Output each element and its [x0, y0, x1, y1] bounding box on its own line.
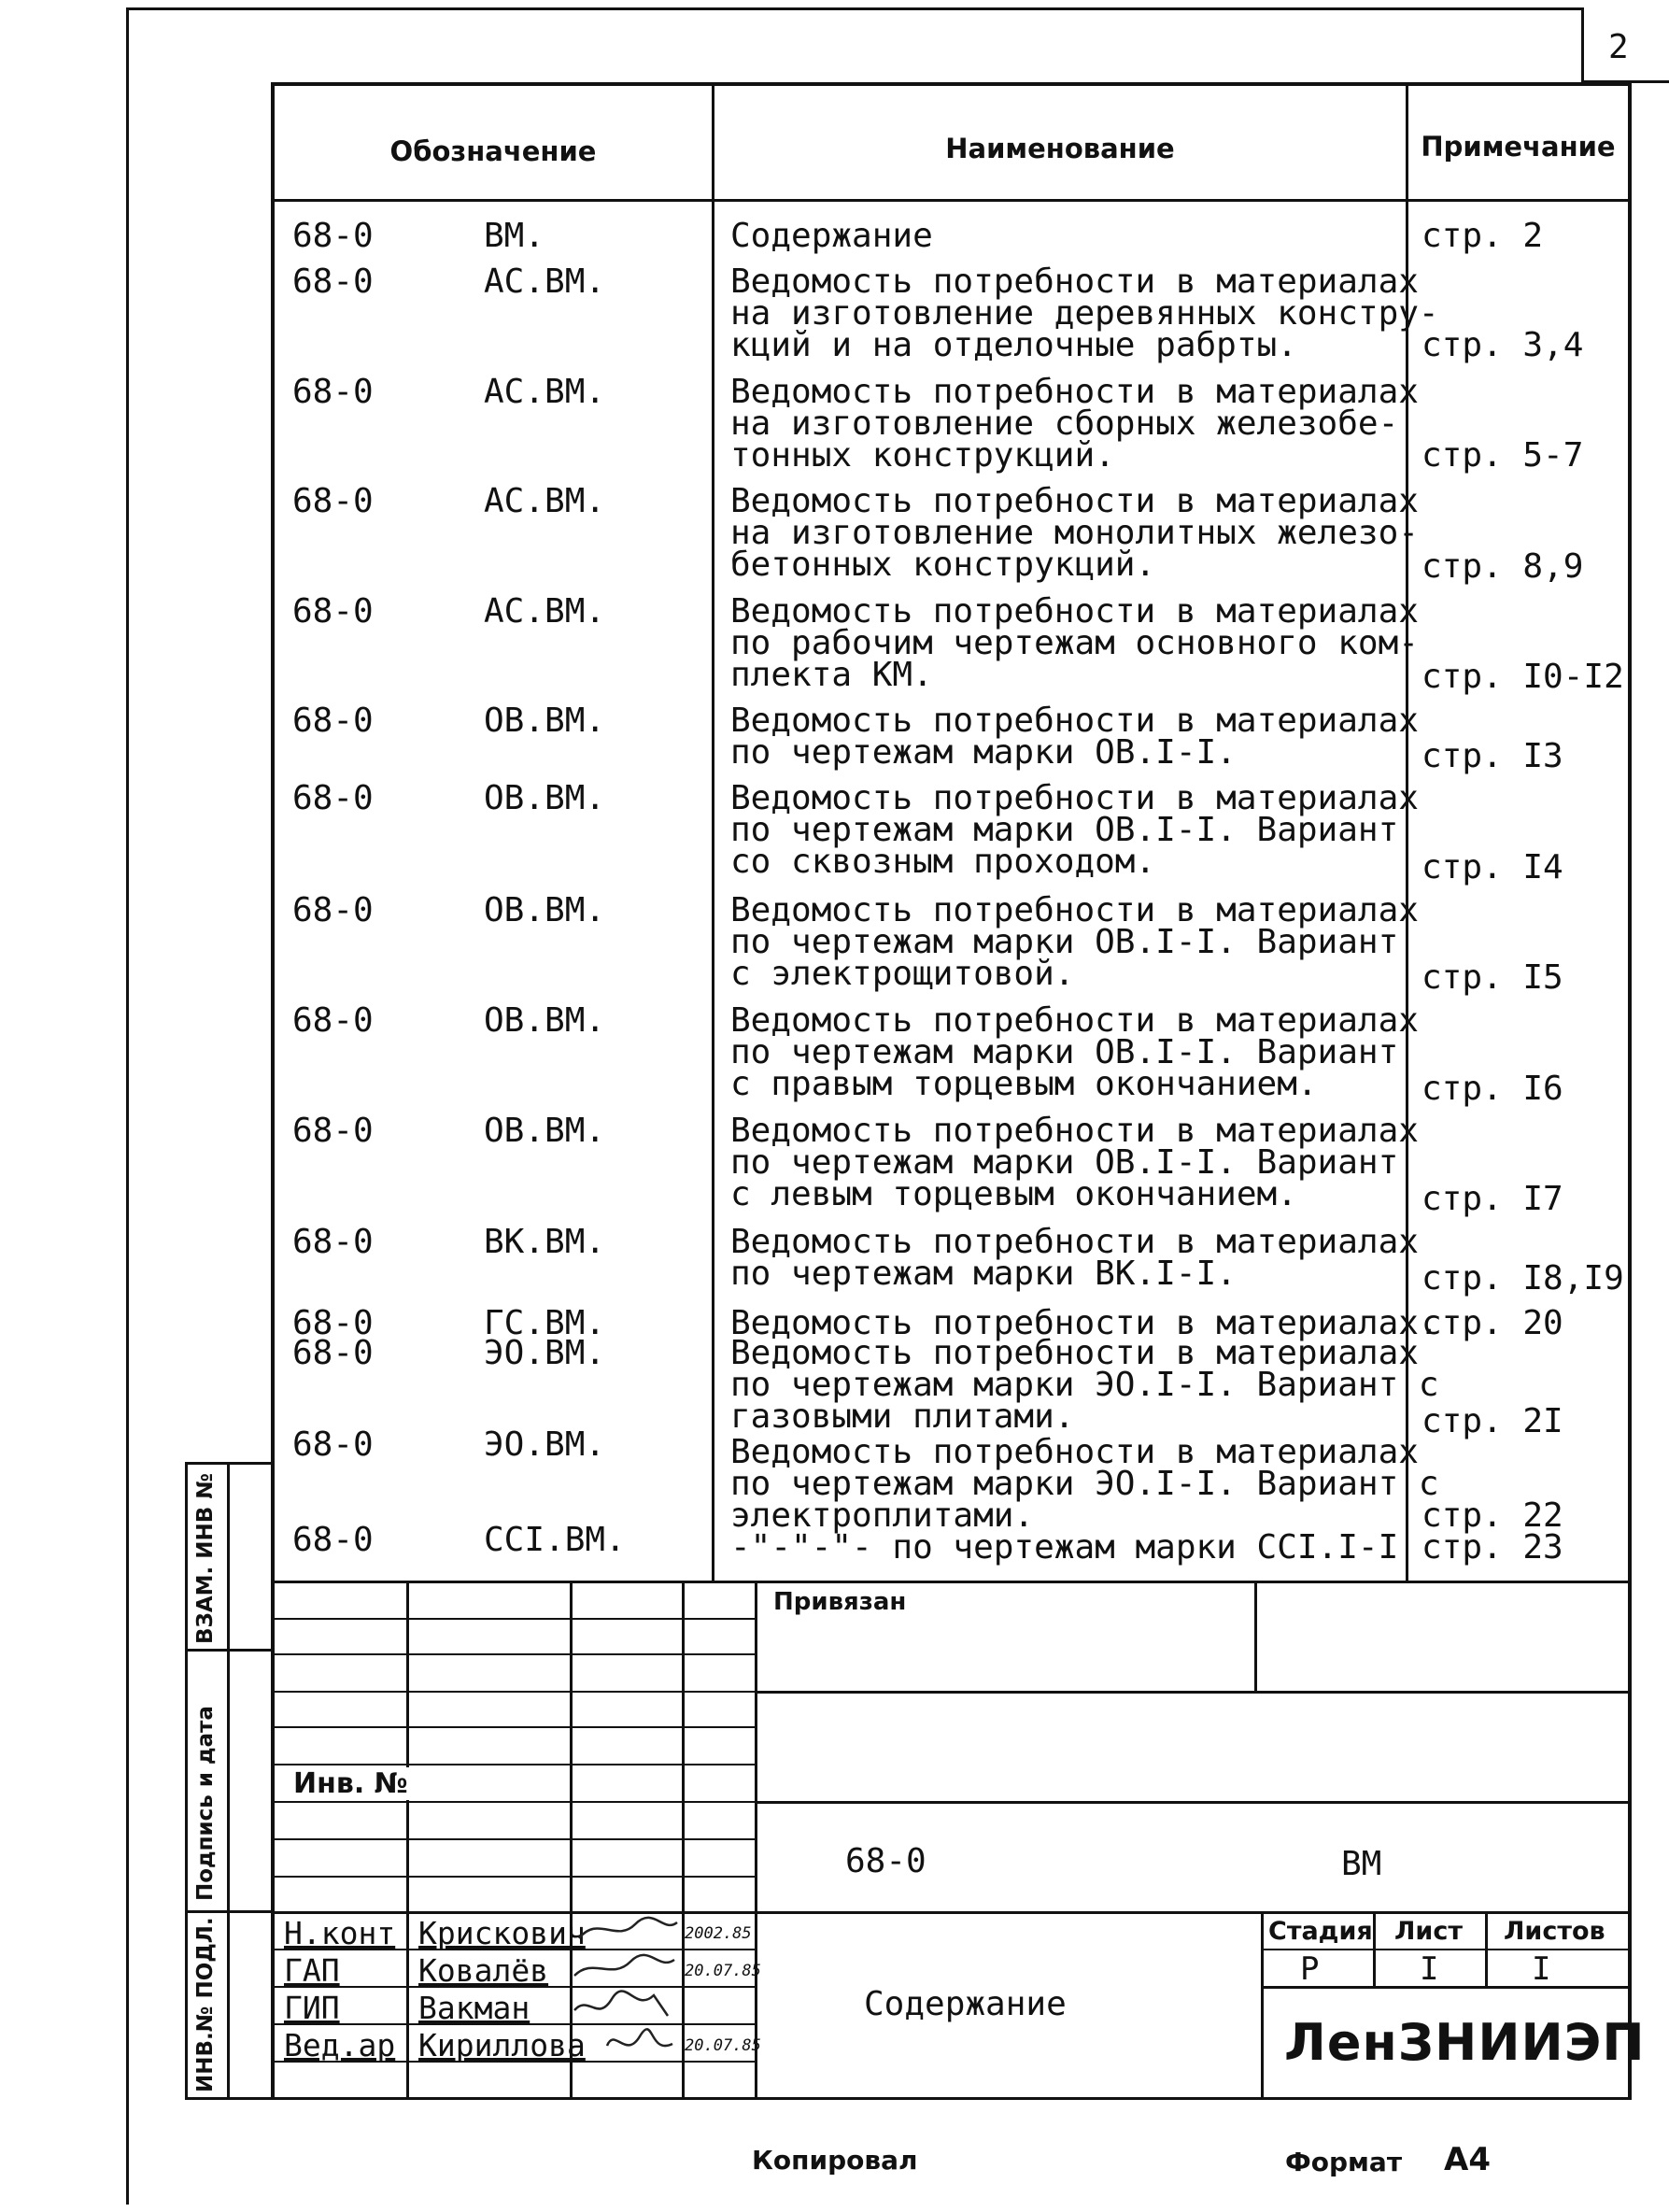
- row-name: Ведомость потребности в материалах по чертежам марки ЭО.I-I. Вариант с газовыми плитами.: [730, 1334, 1439, 1436]
- signature-person: Кириллова: [418, 2027, 586, 2063]
- row-note: стр. I6: [1421, 1070, 1563, 1108]
- row-name: Ведомость потребности в материалах по чертежам марки ОВ.I-I. Вариант со сквозным проходом.: [730, 779, 1419, 881]
- row-code: 68-0: [292, 373, 374, 411]
- signature-role: ГИП: [284, 1990, 340, 2026]
- row-note: стр. 2: [1421, 217, 1544, 255]
- signature-date: 20.07.85: [685, 2036, 761, 2055]
- column-header-note: Примечание: [1421, 131, 1616, 163]
- row-note: стр. I4: [1421, 848, 1563, 886]
- row-code: 68-0: [292, 702, 374, 740]
- doc-mark: ВМ: [1341, 1845, 1382, 1883]
- row-mark: ВМ.: [484, 217, 545, 255]
- row-code: 68-0: [292, 217, 374, 255]
- row-name: Ведомость потребности в материалах.: [730, 1304, 1439, 1342]
- row-name: Ведомость потребности в материалах на изготовление сборных железобе- тонных конструкций.: [730, 373, 1419, 475]
- row-name: Ведомость потребности в материалах по чертежам марки ЭО.I-I. Вариант с электроплитами.: [730, 1433, 1439, 1535]
- doc-title: Содержание: [864, 1985, 1067, 2023]
- format-value: А4: [1444, 2141, 1491, 2178]
- row-name: -"-"-"- по чертежам марки ССI.I-I: [730, 1528, 1399, 1567]
- row-name: Ведомость потребности в материалах по рабочим чертежам основного ком- плекта КМ.: [730, 592, 1419, 694]
- copied-label: Копировал: [752, 2145, 918, 2176]
- signature-person: Вакман: [418, 1990, 530, 2026]
- signature-person: Ковалёв: [418, 1952, 549, 1989]
- row-mark: ОВ.ВМ.: [484, 1112, 606, 1150]
- side-label-sign-date: Подпись и дата: [193, 1706, 218, 1901]
- row-note: стр. 8,9: [1421, 547, 1584, 586]
- row-mark: ОВ.ВМ.: [484, 1001, 606, 1040]
- inv-label: Инв. №: [290, 1767, 412, 1800]
- doc-code: 68-0: [845, 1842, 926, 1880]
- row-mark: ЭО.ВМ.: [484, 1334, 606, 1372]
- row-mark: ЭО.ВМ.: [484, 1425, 606, 1464]
- row-note: стр. 20: [1421, 1304, 1563, 1342]
- organization-logo: ЛенЗНИИЭП: [1284, 2013, 1646, 2072]
- sheets-label: Листов: [1504, 1917, 1605, 1946]
- row-name: Содержание: [730, 217, 933, 255]
- row-note: стр. I3: [1421, 737, 1563, 775]
- column-header-designation: Обозначение: [389, 135, 597, 167]
- row-code: 68-0: [292, 1001, 374, 1040]
- row-note: стр. 23: [1421, 1528, 1563, 1567]
- format-label: Формат: [1285, 2147, 1403, 2177]
- row-mark: ОВ.ВМ.: [484, 891, 606, 929]
- signature-role: ГАП: [284, 1952, 340, 1989]
- row-code: 68-0: [292, 1425, 374, 1464]
- row-code: 68-0: [292, 1521, 374, 1559]
- row-note: стр. I7: [1421, 1180, 1563, 1218]
- row-name: Ведомость потребности в материалах по чертежам марки ОВ.I-I. Вариант с электрощитовой.: [730, 891, 1419, 993]
- row-mark: АС.ВМ.: [484, 482, 606, 520]
- row-note: стр. 2I: [1421, 1402, 1563, 1440]
- row-mark: АС.ВМ.: [484, 262, 606, 301]
- signature-date: 20.07.85: [685, 1962, 761, 1980]
- row-code: 68-0: [292, 482, 374, 520]
- signature-role: Н.конт: [284, 1915, 396, 1951]
- row-note: стр. 22: [1421, 1496, 1563, 1535]
- row-mark: АС.ВМ.: [484, 373, 606, 411]
- row-mark: ГС.ВМ.: [484, 1304, 606, 1342]
- bound-label: Привязан: [773, 1588, 907, 1616]
- row-name: Ведомость потребности в материалах по чертежам марки ОВ.I-I. Вариант с левым торцевым окончанием.: [730, 1112, 1419, 1213]
- row-name: Ведомость потребности в материалах по чертежам марки ОВ.I-I.: [730, 702, 1419, 772]
- sheets-value: I: [1532, 1950, 1551, 1988]
- signature-date: 2002.85: [685, 1924, 752, 1943]
- row-mark: ОВ.ВМ.: [484, 702, 606, 740]
- row-name: Ведомость потребности в материалах на изготовление деревянных констру- кций и на отделочные рабрты.: [730, 262, 1439, 364]
- sheet-number: 2: [1608, 28, 1629, 66]
- stage-label: Стадия: [1268, 1917, 1373, 1946]
- signature-person: Крискович: [418, 1915, 586, 1951]
- row-note: стр. I5: [1421, 958, 1563, 997]
- sheet-value: I: [1420, 1950, 1439, 1988]
- row-code: 68-0: [292, 1304, 374, 1342]
- row-note: стр. I8,I9: [1421, 1259, 1624, 1297]
- column-header-name: Наименование: [945, 133, 1175, 164]
- stage-value: Р: [1300, 1950, 1320, 1988]
- row-name: Ведомость потребности в материалах по чертежам марки ОВ.I-I. Вариант с правым торцевым окончанием.: [730, 1001, 1419, 1103]
- row-code: 68-0: [292, 592, 374, 631]
- signature-role: Вед.ар: [284, 2027, 396, 2063]
- row-name: Ведомость потребности в материалах по чертежам марки ВК.I-I.: [730, 1223, 1419, 1293]
- row-code: 68-0: [292, 262, 374, 301]
- row-note: стр. 5-7: [1421, 436, 1584, 475]
- side-label-replace-inv: ВЗАМ. ИНВ №: [193, 1472, 218, 1644]
- handwritten-signatures: [560, 1906, 757, 2097]
- row-code: 68-0: [292, 779, 374, 817]
- row-code: 68-0: [292, 891, 374, 929]
- side-label-inv-orig: ИНВ.№ ПОДЛ.: [193, 1917, 218, 2092]
- sheet-label: Лист: [1394, 1917, 1463, 1946]
- row-note: стр. I0-I2: [1421, 658, 1624, 696]
- row-mark: ОВ.ВМ.: [484, 779, 606, 817]
- row-mark: АС.ВМ.: [484, 592, 606, 631]
- row-note: стр. 3,4: [1421, 326, 1584, 364]
- row-name: Ведомость потребности в материалах на изготовление монолитных железо- бетонных конструкций.: [730, 482, 1419, 584]
- row-code: 68-0: [292, 1223, 374, 1261]
- row-mark: ССI.ВМ.: [484, 1521, 626, 1559]
- row-mark: ВК.ВМ.: [484, 1223, 606, 1261]
- row-code: 68-0: [292, 1112, 374, 1150]
- row-code: 68-0: [292, 1334, 374, 1372]
